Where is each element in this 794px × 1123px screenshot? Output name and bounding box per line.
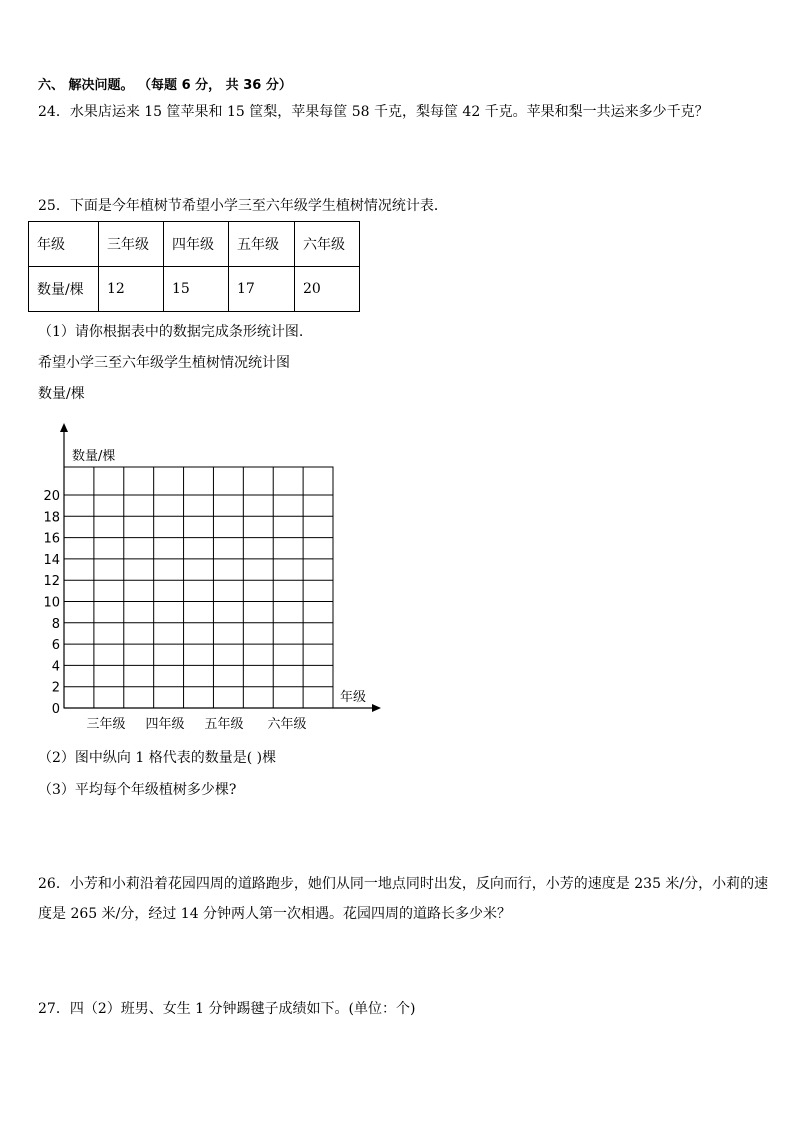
chart-title: 希望小学三至六年级学生植树情况统计图 xyxy=(38,355,290,371)
x-axis-label: 年级 xyxy=(340,690,367,705)
table-cell: 三年级 xyxy=(99,222,164,267)
x-tick-label: 六年级 xyxy=(267,717,307,732)
section-title: 六、 解决问题。 （每题 6 分， 共 36 分） xyxy=(38,78,292,93)
y-tick-label: 4 xyxy=(51,659,60,675)
y-tick-label: 0 xyxy=(51,702,60,717)
x-tick-label: 五年级 xyxy=(204,717,244,732)
y-tick-label: 20 xyxy=(43,489,60,504)
table-cell: 六年级 xyxy=(295,222,360,267)
table-cell: 年级 xyxy=(29,222,99,267)
y-tick-label: 14 xyxy=(43,552,60,568)
table-cell: 数量/棵 xyxy=(29,267,99,312)
table-cell: 20 xyxy=(295,267,360,312)
question-27: 27．四（2）班男、女生 1 分钟踢毽子成绩如下。(单位：个) xyxy=(38,1001,416,1017)
y-tick-label: 12 xyxy=(43,574,60,590)
table-data-row xyxy=(29,267,360,312)
question-26-line2: 度是 265 米/分，经过 14 分钟两人第一次相遇。花园四周的道路长多少米？ xyxy=(38,906,512,922)
chart-unit-label: 数量/棵 xyxy=(38,386,85,402)
x-axis-arrow xyxy=(372,704,381,712)
table-cell: 17 xyxy=(229,267,295,312)
table-cell: 15 xyxy=(164,267,229,312)
question-24: 24．水果店运来 15 筐苹果和 15 筐梨，苹果每筐 58 千克，梨每筐 42 千克。苹果和梨一共运来多少千克？ xyxy=(38,104,709,120)
planting-stats-table xyxy=(28,221,360,312)
question-25-sub2: （2）图中纵向 1 格代表的数量是( )棵 xyxy=(38,750,277,766)
question-26-line1: 26．小芳和小莉沿着花园四周的道路跑步，她们从同一地点同时出发，反向而行，小芳的速度是 235 米/分，小莉的速 xyxy=(38,876,769,892)
table-cell: 五年级 xyxy=(229,222,295,267)
grid-border xyxy=(64,467,333,708)
y-tick-label: 16 xyxy=(43,531,60,547)
table-header-row xyxy=(29,222,360,267)
y-axis-arrow xyxy=(60,423,68,432)
x-tick-label: 四年级 xyxy=(145,717,185,732)
question-25-sub3: （3）平均每个年级植树多少棵? xyxy=(38,782,237,798)
table-cell: 四年级 xyxy=(164,222,229,267)
y-axis-label: 数量/棵 xyxy=(72,449,116,464)
y-tick-label: 18 xyxy=(43,510,60,526)
y-tick-label: 8 xyxy=(51,616,60,632)
question-25-sub1: （1）请你根据表中的数据完成条形统计图. xyxy=(38,324,304,340)
y-tick-label: 10 xyxy=(43,595,60,611)
y-tick-label: 6 xyxy=(51,638,60,654)
table-cell: 12 xyxy=(99,267,164,312)
question-25-intro: 25．下面是今年植树节希望小学三至六年级学生植树情况统计表． xyxy=(38,198,448,214)
y-tick-label: 2 xyxy=(51,680,60,696)
x-tick-label: 三年级 xyxy=(86,717,126,732)
